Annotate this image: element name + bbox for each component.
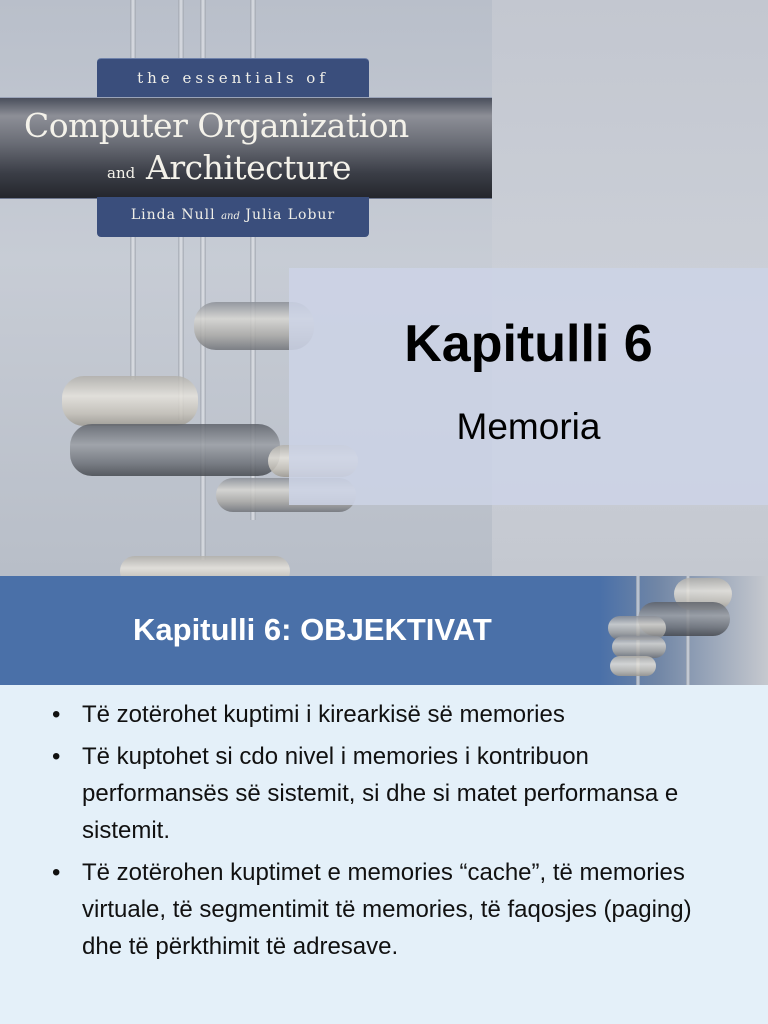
book-title-and: and xyxy=(107,164,136,182)
author-1: Linda Null xyxy=(130,207,216,223)
photo-tube xyxy=(120,556,290,576)
book-authors-banner xyxy=(97,197,369,237)
book-title-line2: Architecture xyxy=(146,148,351,187)
photo-tube xyxy=(62,376,198,426)
chapter-subtitle: Memoria xyxy=(456,406,601,447)
photo-tube xyxy=(70,424,280,476)
objectives-slide xyxy=(0,576,768,1024)
objectives-title: Kapitulli 6: OBJEKTIVAT xyxy=(133,612,492,647)
list-item-text: Të zotërohet kuptimi i kirearkisë së memories xyxy=(82,701,565,728)
header-photo xyxy=(600,576,768,685)
book-series: the essentials of xyxy=(137,69,329,87)
objectives-list xyxy=(0,696,768,970)
bullet-marker: • xyxy=(52,859,61,886)
list-item-text: Të kuptohet si cdo nivel i memories i kontribuon performansës së sistemit, si dhe si matet performansa e sistemit. xyxy=(82,743,679,844)
list-item xyxy=(0,738,768,849)
bullet-marker: • xyxy=(52,701,61,728)
objectives-header-bar xyxy=(0,576,768,685)
chapter-title: Kapitulli 6 xyxy=(404,315,653,373)
author-conjunction: and xyxy=(221,211,240,222)
photo-tube xyxy=(610,656,656,676)
list-item xyxy=(0,696,768,733)
book-authors xyxy=(97,207,369,223)
bullet-marker: • xyxy=(52,743,61,770)
chapter-title-box xyxy=(289,268,768,505)
book-series-banner xyxy=(97,58,369,99)
photo-tube xyxy=(612,636,666,658)
list-item xyxy=(0,854,768,965)
author-2: Julia Lobur xyxy=(245,207,336,223)
book-title-line1: Computer Organization xyxy=(24,106,409,145)
list-item-text: Të zotërohen kuptimet e memories “cache”, të memories virtuale, të segmentimit të memories, të faqosjes (paging) dhe të përkthimit të adresave. xyxy=(82,859,692,960)
